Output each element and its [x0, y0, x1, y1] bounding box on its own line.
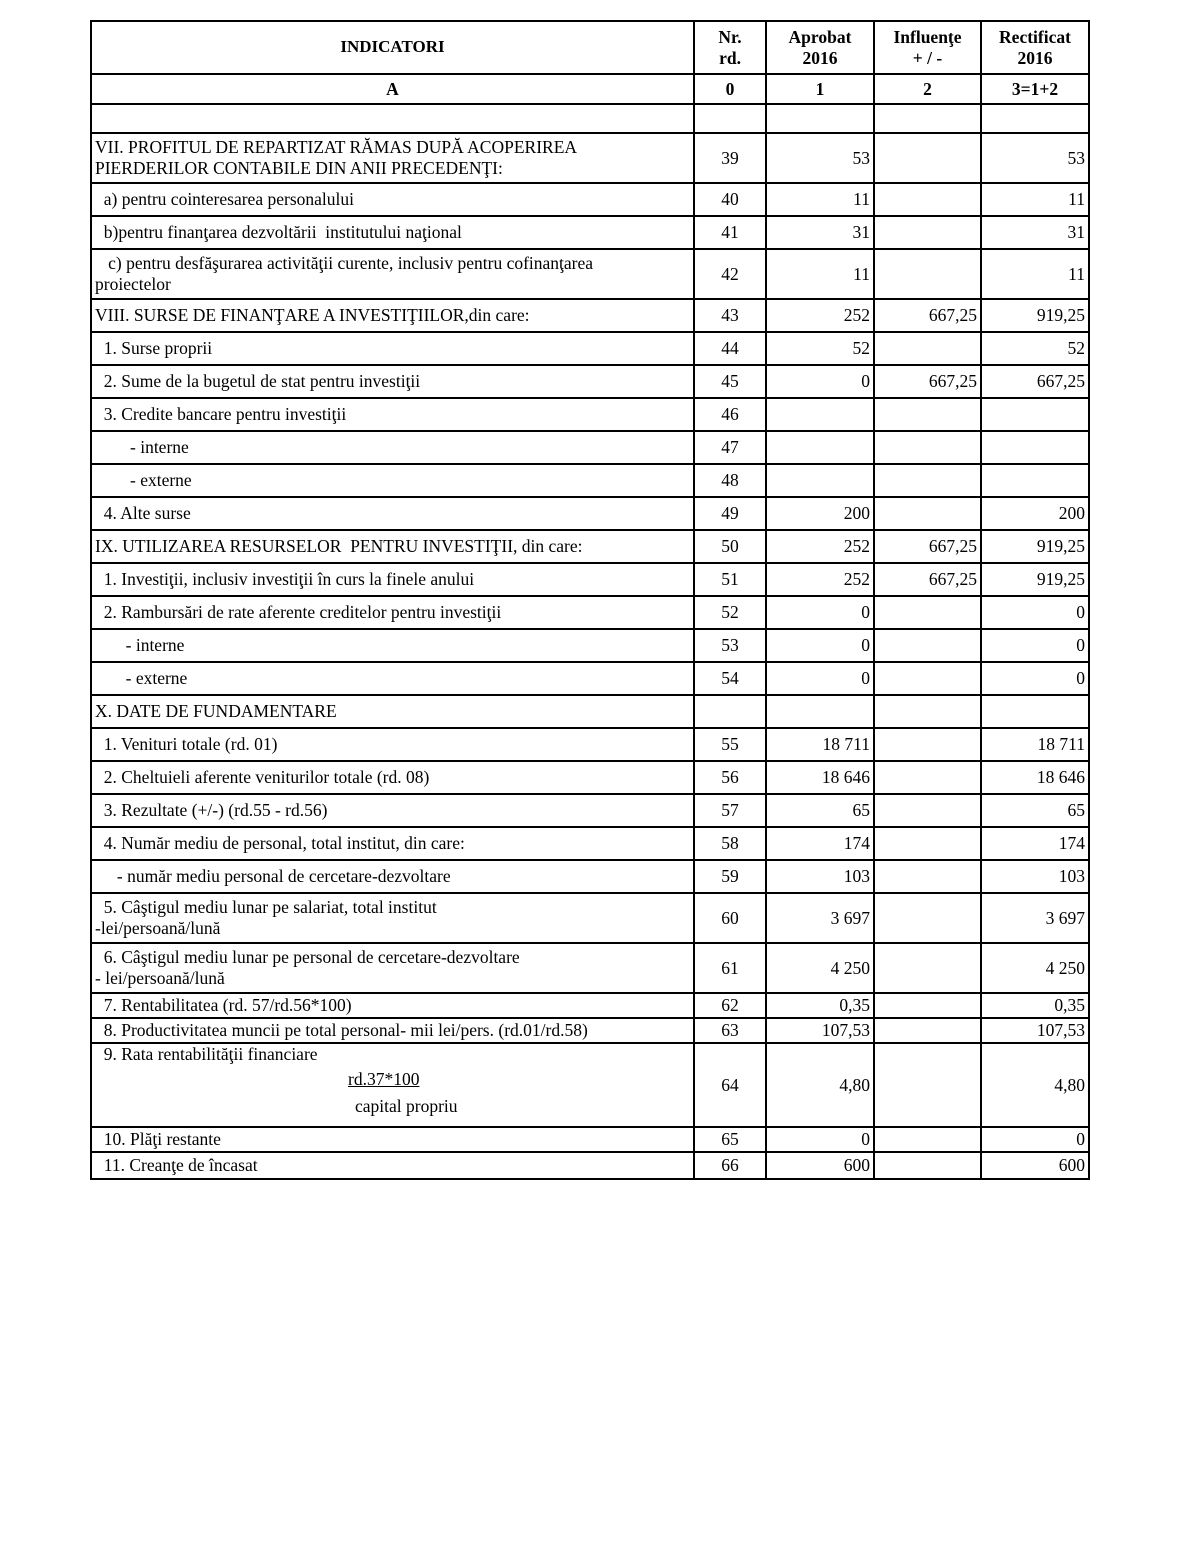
rectificat-value-cell: 0 [981, 662, 1089, 695]
indicator-cell [91, 1043, 694, 1127]
indicator-cell [91, 497, 694, 530]
indicator-text: 1. Venituri totale (rd. 01) [95, 734, 278, 754]
indicator-cell [91, 662, 694, 695]
rectificat-value-cell [981, 464, 1089, 497]
subheader-3: 3=1+2 [981, 74, 1089, 104]
influente-value-cell [874, 728, 981, 761]
indicator-text: - externe [95, 470, 192, 490]
row-number-cell: 43 [694, 299, 766, 332]
indicator-cell [91, 183, 694, 216]
aprobat-value-cell: 0,35 [766, 993, 874, 1018]
indicator-cell [91, 860, 694, 893]
rectificat-value-cell: 107,53 [981, 1018, 1089, 1043]
row-number-cell: 45 [694, 365, 766, 398]
header-aprobat [766, 21, 874, 74]
indicator-text: - lei/persoană/lună [95, 968, 225, 988]
table-row [91, 216, 1089, 249]
indicator-text: b)pentru finanţarea dezvoltării institutului naţional [95, 222, 462, 242]
aprobat-value-cell: 0 [766, 596, 874, 629]
indicator-cell [91, 993, 694, 1018]
header-rectificat-line1: Rectificat [999, 26, 1071, 47]
row-number-cell: 59 [694, 860, 766, 893]
indicator-text: 5. Câştigul mediu lunar pe salariat, total institut [95, 897, 437, 917]
aprobat-value-cell: 31 [766, 216, 874, 249]
indicator-text: 4. Alte surse [95, 503, 191, 523]
table-row [91, 1043, 1089, 1127]
row-number-cell: 56 [694, 761, 766, 794]
spacer-cell [694, 104, 766, 133]
table-row [91, 530, 1089, 563]
aprobat-value-cell: 3 697 [766, 893, 874, 943]
influente-value-cell [874, 133, 981, 183]
rectificat-value-cell: 65 [981, 794, 1089, 827]
indicator-text: 2. Cheltuieli aferente veniturilor totale (rd. 08) [95, 767, 430, 787]
indicator-text: 2. Sume de la bugetul de stat pentru investiţii [95, 371, 421, 391]
influente-value-cell [874, 497, 981, 530]
rectificat-value-cell: 52 [981, 332, 1089, 365]
header-aprobat-line2: 2016 [802, 47, 838, 68]
table-row [91, 993, 1089, 1018]
indicator-cell [91, 695, 694, 728]
subheader-1: 1 [766, 74, 874, 104]
table-row [91, 497, 1089, 530]
table-subheader-row [91, 74, 1089, 104]
table-row [91, 893, 1089, 943]
aprobat-value-cell: 174 [766, 827, 874, 860]
aprobat-value-cell: 53 [766, 133, 874, 183]
influente-value-cell: 667,25 [874, 530, 981, 563]
aprobat-value-cell [766, 398, 874, 431]
influente-value-cell [874, 1043, 981, 1127]
indicator-text: 7. Rentabilitatea (rd. 57/rd.56*100) [95, 995, 352, 1015]
influente-value-cell [874, 827, 981, 860]
table-row [91, 596, 1089, 629]
table-spacer-row [91, 104, 1089, 133]
rectificat-value-cell: 11 [981, 249, 1089, 299]
table-row [91, 133, 1089, 183]
rectificat-value-cell: 0,35 [981, 993, 1089, 1018]
indicator-cell [91, 943, 694, 993]
table-row [91, 563, 1089, 596]
aprobat-value-cell [766, 464, 874, 497]
row-number-cell: 53 [694, 629, 766, 662]
influente-value-cell: 667,25 [874, 365, 981, 398]
aprobat-value-cell: 18 711 [766, 728, 874, 761]
indicator-text: - externe [95, 668, 188, 688]
influente-value-cell [874, 943, 981, 993]
table-row [91, 761, 1089, 794]
rectificat-value-cell: 0 [981, 596, 1089, 629]
table-row [91, 249, 1089, 299]
table-row [91, 629, 1089, 662]
table-row [91, 299, 1089, 332]
row-number-cell: 63 [694, 1018, 766, 1043]
header-influente [874, 21, 981, 74]
indicator-text: 1. Investiţii, inclusiv investiţii în curs la finele anului [95, 569, 475, 589]
indicator-cell [91, 1127, 694, 1152]
indicator-text: -lei/persoană/lună [95, 918, 221, 938]
row-number-cell: 66 [694, 1152, 766, 1179]
table-row [91, 1018, 1089, 1043]
aprobat-value-cell [766, 695, 874, 728]
rectificat-value-cell: 919,25 [981, 299, 1089, 332]
table-row [91, 695, 1089, 728]
row-number-cell: 60 [694, 893, 766, 943]
row-number-cell: 49 [694, 497, 766, 530]
row-number-cell: 41 [694, 216, 766, 249]
indicator-text: - număr mediu personal de cercetare-dezvoltare [95, 866, 451, 886]
influente-value-cell [874, 216, 981, 249]
influente-value-cell [874, 1018, 981, 1043]
indicator-text: - interne [95, 635, 185, 655]
header-aprobat-line1: Aprobat [788, 26, 852, 47]
influente-value-cell [874, 860, 981, 893]
indicator-cell [91, 563, 694, 596]
indicator-cell [91, 464, 694, 497]
table-row [91, 860, 1089, 893]
header-nr-rd [694, 21, 766, 74]
spacer-cell [91, 104, 694, 133]
header-nr-line2: rd. [719, 47, 741, 68]
indicator-text: VIII. SURSE DE FINANŢARE A INVESTIŢIILOR,din care: [95, 305, 530, 325]
subheader-2: 2 [874, 74, 981, 104]
row-number-cell: 58 [694, 827, 766, 860]
indicators-table [90, 20, 1090, 1180]
influente-value-cell [874, 249, 981, 299]
indicator-cell [91, 332, 694, 365]
header-indicatori: INDICATORI [91, 21, 694, 74]
rectificat-value-cell: 103 [981, 860, 1089, 893]
spacer-cell [766, 104, 874, 133]
aprobat-value-cell: 52 [766, 332, 874, 365]
row-number-cell: 39 [694, 133, 766, 183]
rectificat-value-cell [981, 695, 1089, 728]
indicator-cell [91, 431, 694, 464]
indicator-text: 4. Număr mediu de personal, total institut, din care: [95, 833, 465, 853]
table-row [91, 943, 1089, 993]
indicator-text: proiectelor [95, 274, 171, 294]
indicator-cell [91, 133, 694, 183]
indicator-text: 2. Rambursări de rate aferente creditelor pentru investiţii [95, 602, 502, 622]
influente-value-cell [874, 398, 981, 431]
indicator-text: X. DATE DE FUNDAMENTARE [95, 701, 337, 721]
formula-numerator: rd.37*100 [348, 1069, 420, 1089]
aprobat-value-cell: 0 [766, 365, 874, 398]
indicator-text: - interne [95, 437, 189, 457]
aprobat-value-cell: 11 [766, 249, 874, 299]
aprobat-value-cell: 600 [766, 1152, 874, 1179]
table-row [91, 1152, 1089, 1179]
rectificat-value-cell: 4,80 [981, 1043, 1089, 1127]
indicator-cell [91, 365, 694, 398]
aprobat-value-cell: 107,53 [766, 1018, 874, 1043]
indicator-cell [91, 299, 694, 332]
rectificat-value-cell: 667,25 [981, 365, 1089, 398]
row-number-cell: 61 [694, 943, 766, 993]
indicator-text: 6. Câştigul mediu lunar pe personal de cercetare-dezvoltare [95, 947, 520, 967]
indicator-cell [91, 596, 694, 629]
influente-value-cell [874, 1152, 981, 1179]
header-rectificat [981, 21, 1089, 74]
rectificat-value-cell: 3 697 [981, 893, 1089, 943]
spacer-cell [874, 104, 981, 133]
influente-value-cell [874, 695, 981, 728]
table-row [91, 332, 1089, 365]
indicator-cell [91, 629, 694, 662]
rectificat-value-cell: 200 [981, 497, 1089, 530]
rectificat-value-cell: 31 [981, 216, 1089, 249]
aprobat-value-cell: 11 [766, 183, 874, 216]
table-row [91, 1127, 1089, 1152]
row-number-cell: 40 [694, 183, 766, 216]
table-row [91, 794, 1089, 827]
influente-value-cell [874, 993, 981, 1018]
spacer-cell [981, 104, 1089, 133]
influente-value-cell [874, 794, 981, 827]
table-row [91, 365, 1089, 398]
aprobat-value-cell: 200 [766, 497, 874, 530]
row-number-cell: 50 [694, 530, 766, 563]
indicator-cell [91, 249, 694, 299]
influente-value-cell [874, 1127, 981, 1152]
table-row [91, 431, 1089, 464]
header-nr-line1: Nr. [718, 26, 742, 47]
indicator-cell [91, 728, 694, 761]
aprobat-value-cell [766, 431, 874, 464]
subheader-0: 0 [694, 74, 766, 104]
rectificat-value-cell: 18 646 [981, 761, 1089, 794]
row-number-cell: 47 [694, 431, 766, 464]
indicator-cell [91, 893, 694, 943]
indicator-cell [91, 398, 694, 431]
indicator-cell [91, 1018, 694, 1043]
indicator-text: VII. PROFITUL DE REPARTIZAT RĂMAS DUPĂ ACOPERIREA [95, 137, 578, 157]
influente-value-cell [874, 629, 981, 662]
indicator-text: 1. Surse proprii [95, 338, 213, 358]
influente-value-cell [874, 761, 981, 794]
indicator-text: c) pentru desfăşurarea activităţii curente, inclusiv pentru cofinanţarea [95, 253, 594, 273]
aprobat-value-cell: 18 646 [766, 761, 874, 794]
influente-value-cell [874, 431, 981, 464]
indicator-text: 10. Plăţi restante [95, 1129, 221, 1149]
rectificat-value-cell: 919,25 [981, 530, 1089, 563]
aprobat-value-cell: 0 [766, 1127, 874, 1152]
indicator-cell [91, 761, 694, 794]
indicator-text: 9. Rata rentabilităţii financiare [95, 1044, 318, 1064]
table-row [91, 728, 1089, 761]
influente-value-cell: 667,25 [874, 299, 981, 332]
indicator-text: 8. Productivitatea muncii pe total personal- mii lei/pers. (rd.01/rd.58) [95, 1020, 588, 1040]
aprobat-value-cell: 0 [766, 662, 874, 695]
indicator-cell [91, 530, 694, 563]
influente-value-cell [874, 893, 981, 943]
rectificat-value-cell: 18 711 [981, 728, 1089, 761]
influente-value-cell [874, 596, 981, 629]
indicator-text: IX. UTILIZAREA RESURSELOR PENTRU INVESTIŢII, din care: [95, 536, 583, 556]
row-number-cell: 51 [694, 563, 766, 596]
influente-value-cell [874, 464, 981, 497]
rectificat-value-cell [981, 431, 1089, 464]
aprobat-value-cell: 0 [766, 629, 874, 662]
table-row [91, 827, 1089, 860]
influente-value-cell [874, 662, 981, 695]
row-number-cell: 57 [694, 794, 766, 827]
row-number-cell: 62 [694, 993, 766, 1018]
influente-value-cell: 667,25 [874, 563, 981, 596]
indicator-cell [91, 827, 694, 860]
rectificat-value-cell: 600 [981, 1152, 1089, 1179]
row-number-cell: 55 [694, 728, 766, 761]
table-row [91, 183, 1089, 216]
header-influente-line1: Influenţe [893, 26, 962, 47]
influente-value-cell [874, 183, 981, 216]
header-rectificat-line2: 2016 [1017, 47, 1053, 68]
indicator-cell [91, 216, 694, 249]
row-number-cell: 42 [694, 249, 766, 299]
row-number-cell: 44 [694, 332, 766, 365]
aprobat-value-cell: 4 250 [766, 943, 874, 993]
indicator-text: a) pentru cointeresarea personalului [95, 189, 354, 209]
rectificat-value-cell: 11 [981, 183, 1089, 216]
row-number-cell: 64 [694, 1043, 766, 1127]
table-row [91, 398, 1089, 431]
rectificat-value-cell: 174 [981, 827, 1089, 860]
aprobat-value-cell: 252 [766, 530, 874, 563]
aprobat-value-cell: 252 [766, 563, 874, 596]
table-row [91, 464, 1089, 497]
aprobat-value-cell: 103 [766, 860, 874, 893]
indicator-text: 3. Rezultate (+/-) (rd.55 - rd.56) [95, 800, 328, 820]
table-header-row [91, 21, 1089, 74]
rectificat-value-cell [981, 398, 1089, 431]
header-influente-line2: + / - [912, 47, 943, 68]
rectificat-value-cell: 53 [981, 133, 1089, 183]
aprobat-value-cell: 252 [766, 299, 874, 332]
aprobat-value-cell: 4,80 [766, 1043, 874, 1127]
row-number-cell: 52 [694, 596, 766, 629]
indicator-text: 11. Creanţe de încasat [95, 1155, 258, 1175]
row-number-cell: 46 [694, 398, 766, 431]
row-number-cell [694, 695, 766, 728]
indicator-cell [91, 794, 694, 827]
influente-value-cell [874, 332, 981, 365]
table-row [91, 662, 1089, 695]
row-number-cell: 54 [694, 662, 766, 695]
indicator-cell [91, 1152, 694, 1179]
rectificat-value-cell: 0 [981, 629, 1089, 662]
formula-denominator: capital propriu [355, 1096, 458, 1116]
aprobat-value-cell: 65 [766, 794, 874, 827]
rectificat-value-cell: 0 [981, 1127, 1089, 1152]
row-number-cell: 65 [694, 1127, 766, 1152]
rectificat-value-cell: 4 250 [981, 943, 1089, 993]
subheader-a: A [91, 74, 694, 104]
row-number-cell: 48 [694, 464, 766, 497]
indicator-text: PIERDERILOR CONTABILE DIN ANII PRECEDENŢI: [95, 158, 503, 178]
indicator-text: 3. Credite bancare pentru investiţii [95, 404, 347, 424]
rectificat-value-cell: 919,25 [981, 563, 1089, 596]
